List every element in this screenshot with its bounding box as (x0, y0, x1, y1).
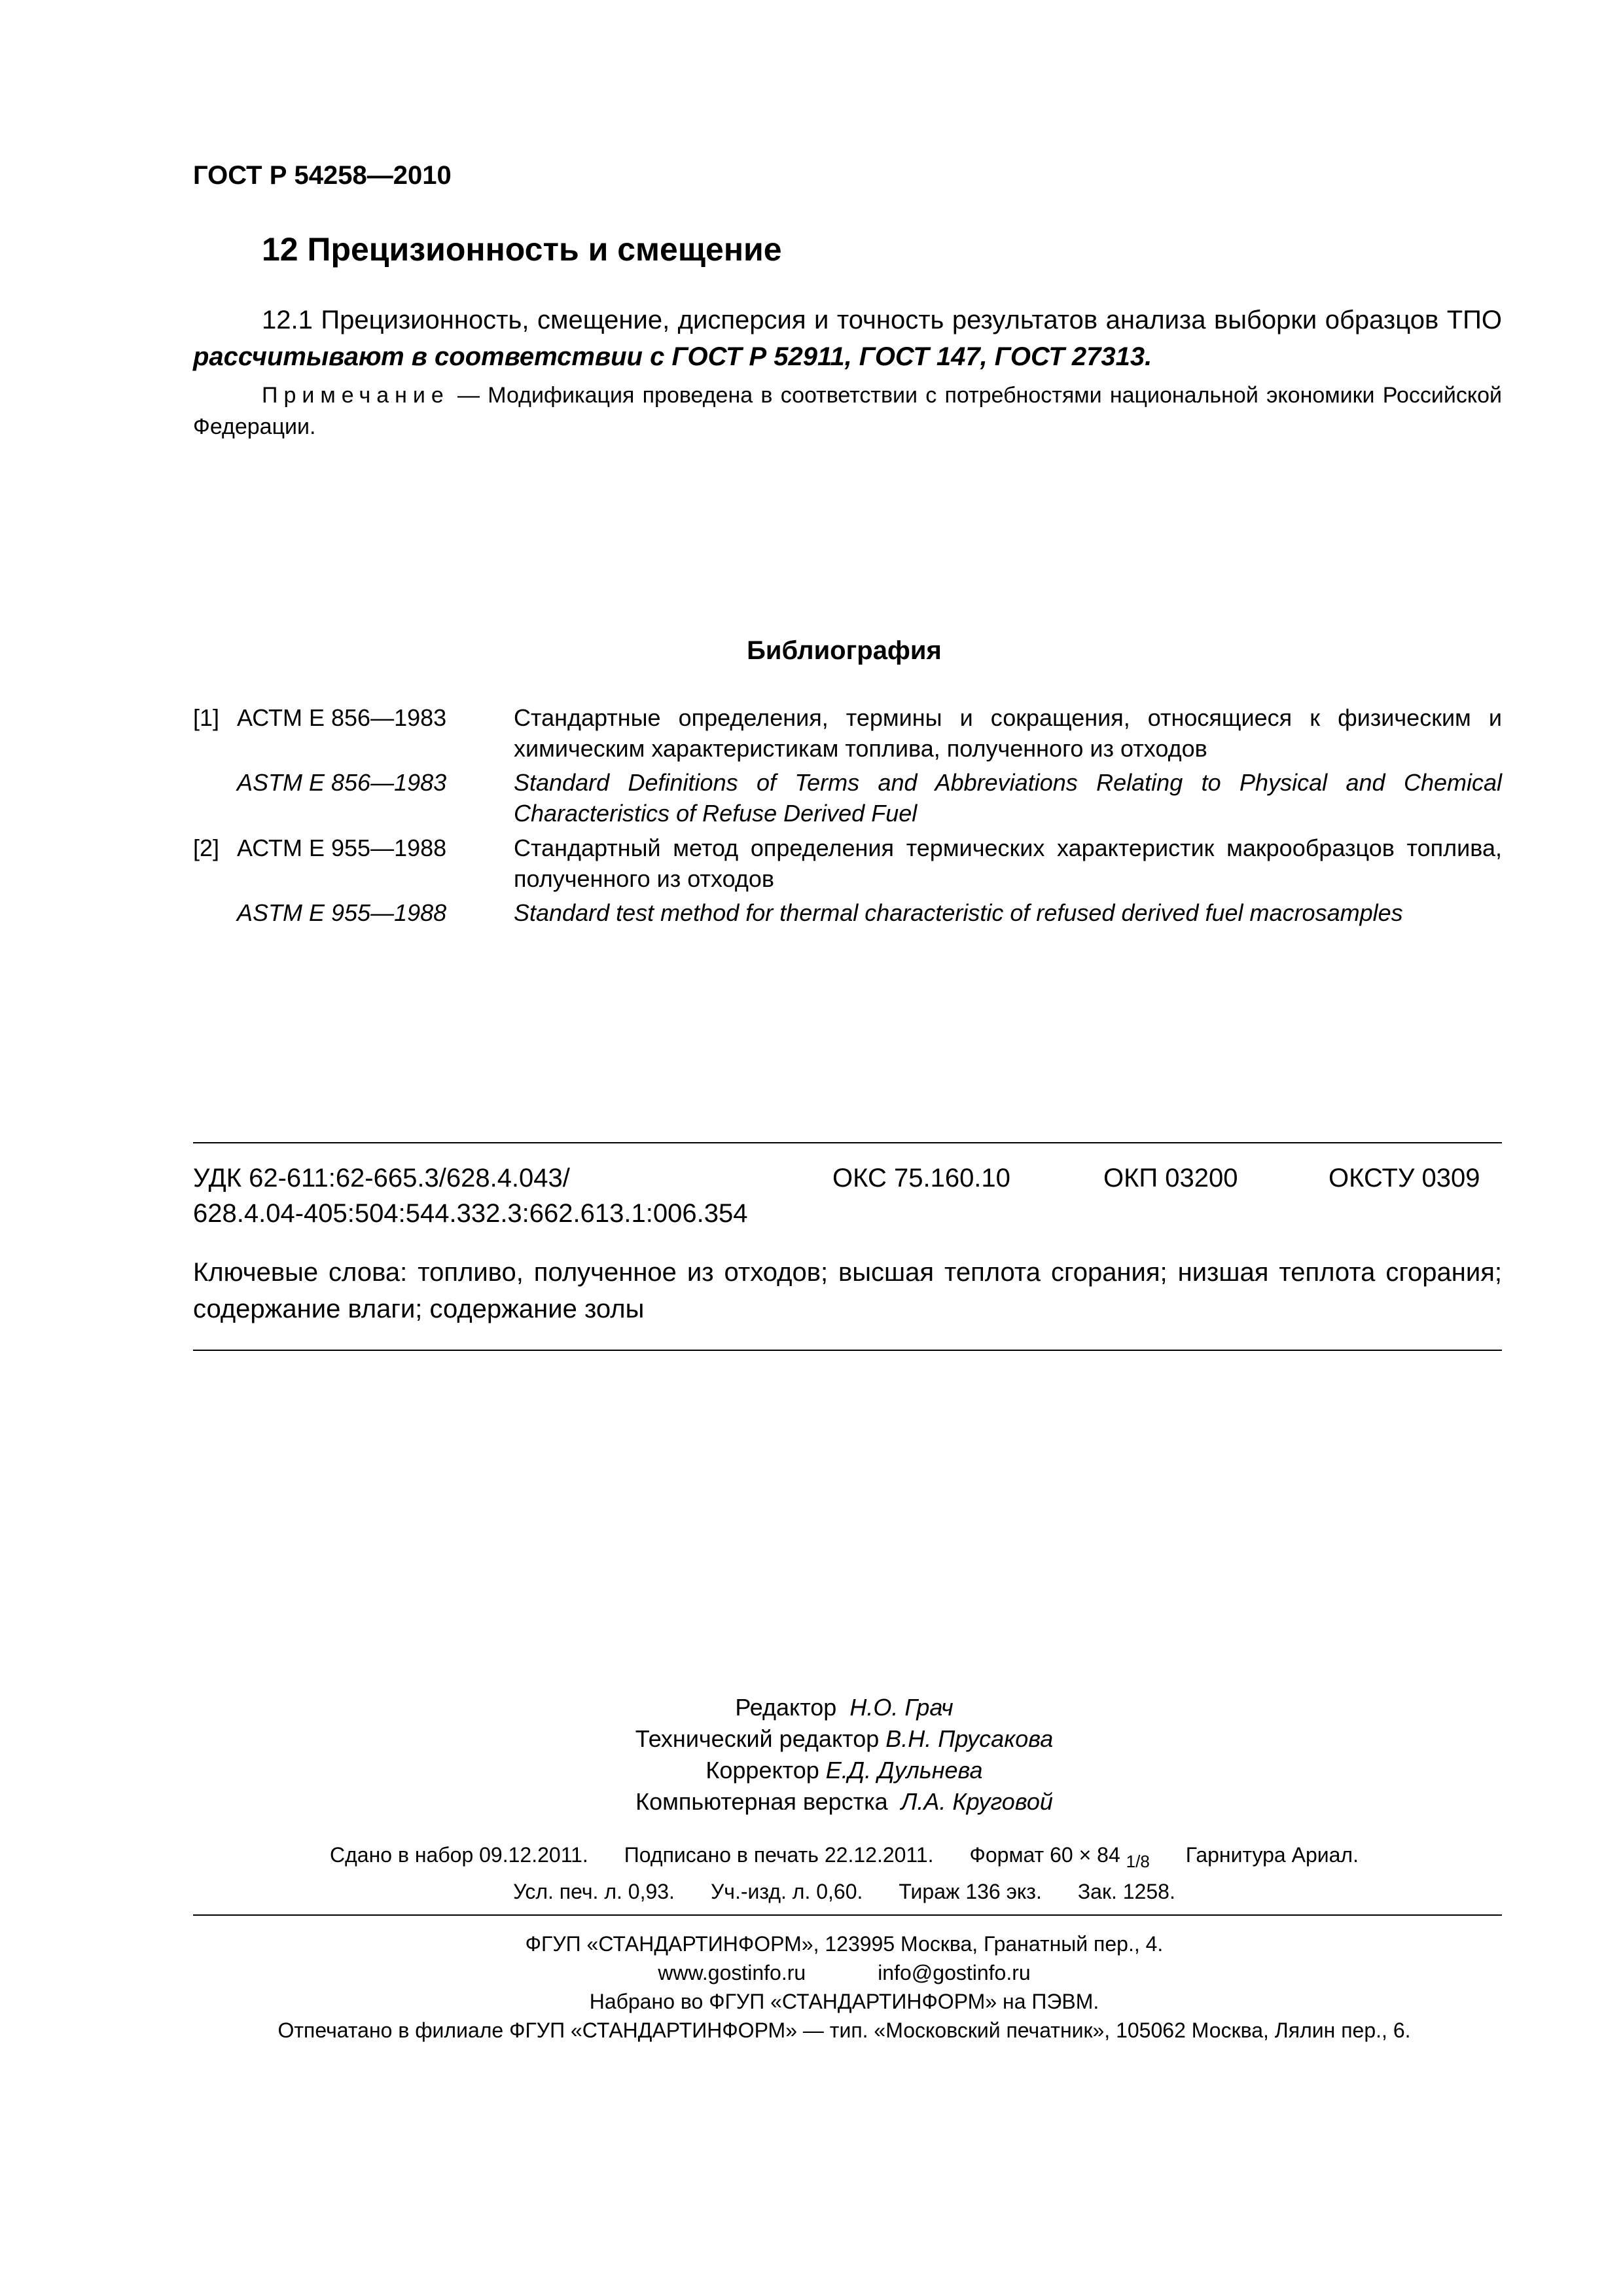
bib-entry-title: Стандартные определения, термины и сокращения, относящиеся к физическим и химическим характеристикам топлива, полученного из отходов (514, 704, 1502, 762)
bib-entry-code: АСТМ Е 856—1983 (237, 704, 447, 731)
note (193, 380, 1502, 442)
document-header: ГОСТ Р 54258—2010 (193, 161, 452, 190)
credit-layout (0, 1786, 1623, 1818)
imprint-contacts (0, 1958, 1623, 1987)
imprint-line-2 (0, 1877, 1623, 1906)
imprint-submitted: Сдано в набор 09.12.2011. (330, 1843, 588, 1867)
credit-role: Технический редактор (635, 1725, 880, 1752)
paragraph-text: 12.1 Прецизионность, смещение, дисперсия и точность результатов анализа выборки образцов ТПО (262, 306, 1502, 334)
credit-name: В.Н. Прусакова (885, 1725, 1054, 1752)
bib-entry-code-en: ASTM E 856—1983 (237, 769, 447, 796)
imprint-email-link[interactable]: info@gostinfo.ru (878, 1961, 1031, 1984)
credit-name: Л.А. Круговой (901, 1788, 1053, 1815)
udk-line-1: УДК 62-611:62-665.3/628.4.043/ (193, 1164, 570, 1193)
bibliography-title: Библиография (747, 636, 942, 665)
note-text: — Модификация проведена в соответствии с потребностями национальной экономики Российской Федерации. (193, 383, 1502, 439)
imprint-signed: Подписано в печать 22.12.2011. (624, 1843, 934, 1867)
credit-role: Корректор (705, 1757, 819, 1784)
credit-tech-editor (0, 1723, 1623, 1755)
credit-role: Компьютерная верстка (635, 1788, 888, 1815)
udk-line-2: 628.4.04-405:504:544.332.3:662.613.1:006.354 (193, 1199, 748, 1228)
paragraph-emphasis: рассчитывают в соответствии с ГОСТ Р 52911, ГОСТ 147, ГОСТ 27313. (193, 342, 1152, 371)
imprint-typeset: Набрано во ФГУП «СТАНДАРТИНФОРМ» на ПЭВМ. (589, 1990, 1099, 2013)
imprint-run: Тираж 136 экз. (899, 1880, 1042, 1903)
credit-editor (0, 1692, 1623, 1723)
bib-entry-code-en: ASTM E 955—1988 (237, 899, 447, 926)
imprint-format: Формат 60 × 84 (969, 1843, 1120, 1867)
imprint-format-fraction: 1/8 (1126, 1852, 1150, 1871)
divider (193, 1142, 1502, 1143)
imprint-printed: Отпечатано в филиале ФГУП «СТАНДАРТИНФОРМ» — тип. «Московский печатник», 105062 Москва, Лялин пер., 6. (277, 2018, 1411, 2042)
divider (193, 1914, 1502, 1916)
divider (193, 1350, 1502, 1351)
paragraph-12-1 (193, 302, 1502, 375)
credit-corrector (0, 1755, 1623, 1786)
credit-name: Е.Д. Дульнева (825, 1757, 983, 1784)
keywords: Ключевые слова: топливо, полученное из отходов; высшая теплота сгорания; низшая теплота сгорания; содержание влаги; содержание золы (193, 1258, 1502, 1323)
imprint-print-sheets: Усл. печ. л. 0,93. (513, 1880, 675, 1903)
imprint-publisher: ФГУП «СТАНДАРТИНФОРМ», 123995 Москва, Гранатный пер., 4. (525, 1932, 1164, 1956)
section-title: 12 Прецизионность и смещение (262, 231, 782, 268)
credit-role: Редактор (735, 1694, 837, 1721)
bib-entry-code: АСТМ Е 955—1988 (237, 834, 447, 861)
bib-entry-title: Стандартный метод определения термических характеристик макрообразцов топлива, полученного из отходов (514, 834, 1502, 892)
imprint-line-1 (0, 1840, 1623, 1876)
imprint-pub-sheets: Уч.-изд. л. 0,60. (710, 1880, 863, 1903)
oks-code: ОКС 75.160.10 (832, 1164, 1010, 1193)
bib-entry-title-en: Standard Definitions of Terms and Abbreviations Relating to Physical and Chemical Characteristics of Refuse Derived Fuel (514, 769, 1502, 827)
note-label: Примечание (262, 383, 450, 408)
credit-name: Н.О. Грач (849, 1694, 954, 1721)
bib-entry-number: [1] (193, 704, 220, 731)
imprint-website-link[interactable]: www.gostinfo.ru (658, 1961, 806, 1984)
bib-entry-title-en: Standard test method for thermal characteristic of refused derived fuel macrosamples (514, 899, 1403, 926)
okp-code: ОКП 03200 (1103, 1164, 1238, 1193)
imprint-order: Зак. 1258. (1077, 1880, 1175, 1903)
okstu-code: ОКСТУ 0309 (1329, 1164, 1480, 1193)
bib-entry-number: [2] (193, 834, 220, 861)
imprint-typeface: Гарнитура Ариал. (1185, 1843, 1359, 1867)
credits (0, 1692, 1623, 1818)
